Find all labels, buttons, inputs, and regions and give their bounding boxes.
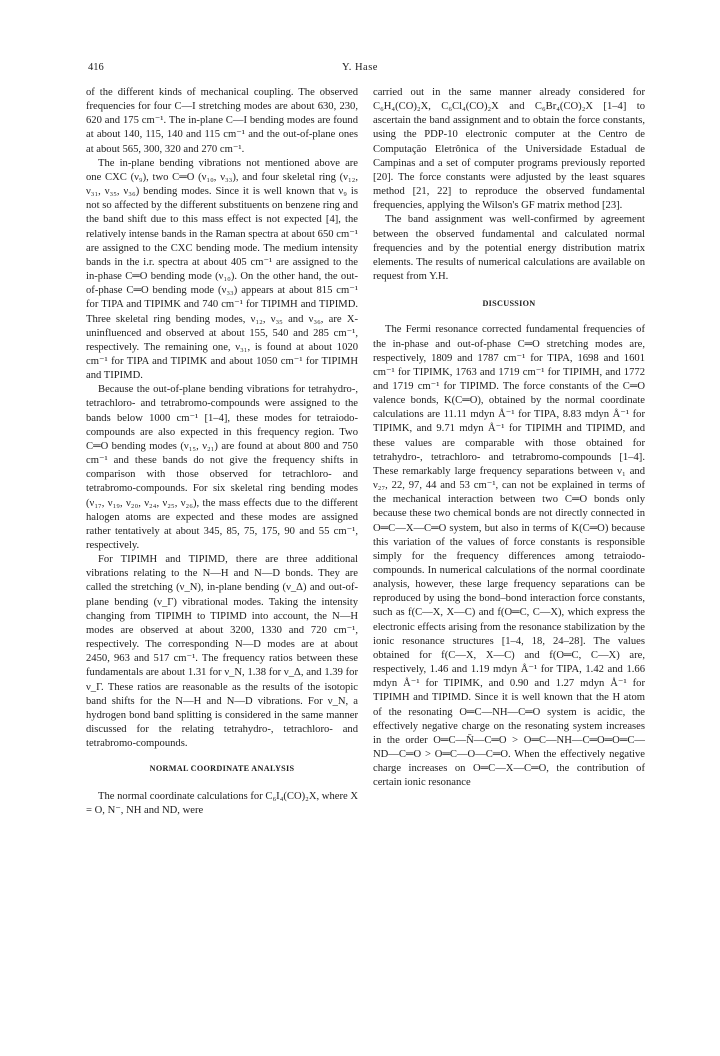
body-paragraph: The Fermi resonance corrected fundamental frequencies of the in-phase and out-of-phase C═O stretching modes are, respectively, 1809 and 1787 cm⁻¹ for TIPA, 1698 and 1601 cm⁻¹ for TIPIMK, 1763 and 1719 cm⁻¹ for TIPIMH, and 1772 and 1719 cm⁻¹ for TIPIMD. The force constants of the C═O valence bonds, K(C═O), obtained by the normal coordinate calculations are 11.11 mdyn Å⁻¹ for TIPA, 8.83 mdyn Å⁻¹ for TIPIMK, and 9.71 mdyn Å⁻¹ for TIPIMH and TIPIMD, and these values are comparable with those obtained for tetrahydro-, tetrachloro- and tetrabromo-compounds [1–4]. These remarkably large frequency separations between ν₁ and ν₂₇, 22, 97, 44 and 53 cm⁻¹, can not be explained in terms of the mechanical interaction between two C═O bonds only because these two chemical bonds are not directly connected in O═C—X—C═O system, but also in terms of K(C═O) because this variation of the values of force constants is responsible simply for the frequency differences among tetraiodo-compounds. In numerical calculations of the normal coordinate analysis, however, these large frequency separations can be reproduced by using the bond–bond interaction force constants, such as f(C—X, X—C) and f(O═C, C—X), which express the electronic effects arising from the resonance stabilization by the ionic resonance structures [1–4, 18, 24–28]. The values obtained for f(C—X, X—C) and f(O═C, C—X) are, respectively, 1.46 and 1.19 mdyn Å⁻¹ for TIPA, 1.42 and 1.66 mdyn Å⁻¹ for TIPIMK, and 0.90 and 1.27 mdyn Å⁻¹ for TIPIMH and TIPIMD. Since it is well known that the H atom of the resonating O═C—NH—C═O system is acidic, the effectively negative charge on the resonating system increases in the order O═C—N̄—C═O > O═C—NH—C═O═O═C—ND—C═O > O═C—O—C═O. When the effectively negative charge increases on O═C—X—C═O, the contribution of certain ionic resonance — [373, 324, 645, 789]
right-column — [373, 86, 645, 791]
left-column — [86, 86, 358, 818]
body-paragraph: For TIPIMH and TIPIMD, there are three additional vibrations relating to the N—H and N—D bonds. They are called the stretching (ν_N), in-plane bending (ν_Δ) and out-of-plane bending (ν_Γ) vibrational modes. Taking the intensity changing from TIPIMH to TIPIMD into account, the N—H modes are observed at about 3200, 1330 and 720 cm⁻¹, respectively. The corresponding N—D modes are at about 2450, 963 and 517 cm⁻¹. The frequency ratios between these fundamentals are about 1.31 for ν_N, 1.38 for ν_Δ, and 1.39 for ν_Γ. These ratios are reasonable as the results of the isotopic band shifts for the N—H and N—D vibrations. For ν_N, a hydrogen bond band splitting is considered in the same manner discussed for the relating tetrahydro-, tetrachloro- and tetrabromo-compounds. — [86, 554, 358, 750]
section-heading-discussion: DISCUSSION — [482, 299, 536, 309]
running-title: Y. Hase — [342, 62, 378, 73]
body-paragraph: carried out in the same manner already considered for C₆H₄(CO)₂X, C₆Cl₄(CO)₂X and C₆Br₄(CO)₂X [1–4] to ascertain the band assignment and to obtain the force constants, using the PDP-10 electronic computer at the Centro de Computação Eletrônica of the Universidade Estadual de Campinas and a set of computer programs previously reported [20]. The force constants were adjusted by the least squares method [21, 22] to reproduce the observed fundamental frequencies, applying the Wilson's GF matrix method [23]. — [373, 87, 645, 212]
section-heading-normal-coordinate-analysis: NORMAL COORDINATE ANALYSIS — [149, 764, 295, 774]
body-paragraph: The normal coordinate calculations for C₆I₄(CO)₂X, where X = O, N⁻, NH and ND, were — [86, 790, 358, 816]
page-number: 416 — [88, 62, 104, 73]
body-paragraph: The band assignment was well-confirmed by agreement between the observed fundamental and calculated normal frequencies and by the potential energy distribution matrix elements. The results of numerical calculations are available on request from Y.H. — [373, 214, 645, 283]
body-paragraph: of the different kinds of mechanical coupling. The observed frequencies for four C—I stretching modes are about 630, 230, 620 and 175 cm⁻¹. The in-plane C—I bending modes are found at about 140, 115, 140 and 115 cm⁻¹ and the out-of-plane ones at about 565, 300, 320 and 270 cm⁻¹. — [86, 87, 358, 155]
body-paragraph: The in-plane bending vibrations not mentioned above are one CXC (ν₉), two C═O (ν₁₀, ν₃₃), and four skeletal ring (ν₁₂, ν₃₁, ν₃₅, ν₃₆) bending modes. Since it is well known that ν₉ is not so affected by the different substituents on benzene ring and the band shift due to this mass effect is not expected [4], the relatively intense bands in the Raman spectra at about 650 cm⁻¹ are assigned to the CXC bending mode. The medium intensity bands in the i.r. spectra at about 405 cm⁻¹ are assigned to the in-phase C═O bending mode (ν₁₀). On the other hand, the out-of-phase C═O bending mode (ν₃₃) appears at about 815 cm⁻¹ for TIPA and TIPIMK and 740 cm⁻¹ for TIPIMH and TIPIMD. Three skeletal ring bending modes, ν₁₂, ν₃₅ and ν₃₆, are X-uninfluenced and observed at about 155, 540 and 285 cm⁻¹, respectively. The remaining one, ν₃₁, is found at about 1020 cm⁻¹ for TIPA and TIPIMK and about 1050 cm⁻¹ for TIPIMH and TIPIMD. — [86, 157, 358, 382]
body-paragraph: Because the out-of-plane bending vibrations for tetrahydro-, tetrachloro- and tetrabromo-compounds were assigned to the bands below 1000 cm⁻¹ [1–4], these modes for tetraiodo-compounds are also expected in this frequency region. Two C═O bending modes (ν₁₅, ν₂₁) are found at about 800 and 750 cm⁻¹ and these bands do not give the frequency shifts in comparison with those observed for tetrachloro- and tetrabromo-compounds. For six skeletal ring bending modes (ν₁₇, ν₁₉, ν₂₀, ν₂₄, ν₂₅, ν₂₆), the mass effects due to the different halogen atoms are expected and these modes are assigned rather tentatively at about 345, 85, 75, 175, 90 and 55 cm⁻¹, respectively. — [86, 384, 358, 551]
